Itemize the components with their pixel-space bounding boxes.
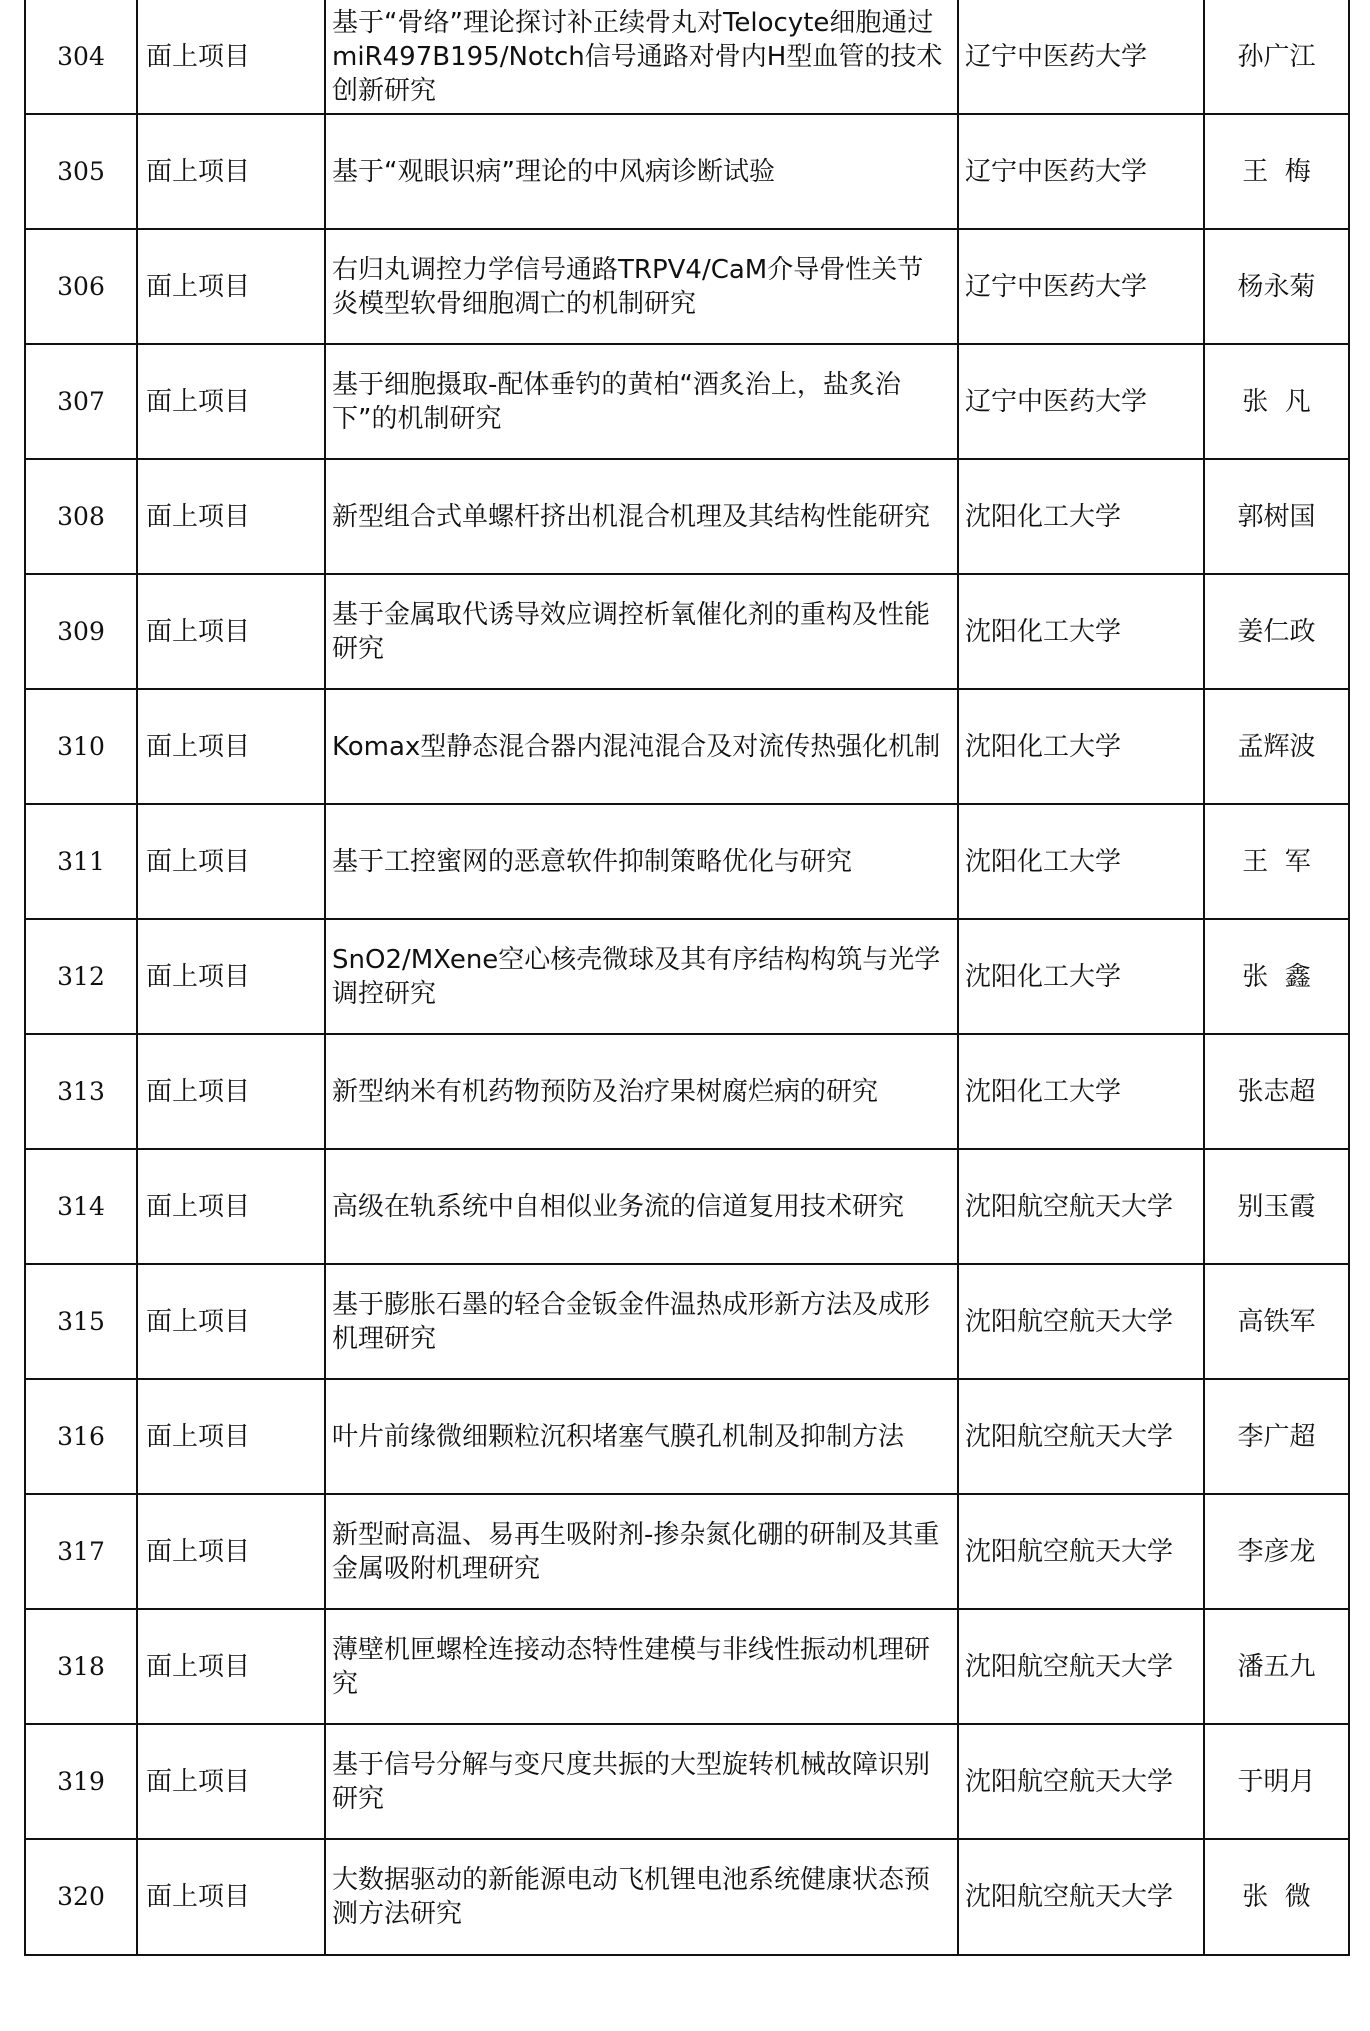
row-number: 316 [25,1379,137,1494]
project-category: 面上项目 [137,1494,325,1609]
institution-name: 辽宁中医药大学 [958,344,1204,459]
project-title: 基于细胞摄取-配体垂钓的黄柏“酒炙治上，盐炙治下”的机制研究 [325,344,958,459]
principal-investigator: 高铁军 [1204,1264,1349,1379]
row-number: 308 [25,459,137,574]
row-number: 313 [25,1034,137,1149]
project-category: 面上项目 [137,0,325,114]
principal-investigator: 孟辉波 [1204,689,1349,804]
row-number: 318 [25,1609,137,1724]
institution-name: 沈阳航空航天大学 [958,1494,1204,1609]
row-number: 304 [25,0,137,114]
row-number: 315 [25,1264,137,1379]
row-number: 317 [25,1494,137,1609]
project-title: 新型耐高温、易再生吸附剂-掺杂氮化硼的研制及其重金属吸附机理研究 [325,1494,958,1609]
project-category: 面上项目 [137,1034,325,1149]
project-title: 高级在轨系统中自相似业务流的信道复用技术研究 [325,1149,958,1264]
institution-name: 沈阳化工大学 [958,1034,1204,1149]
project-category: 面上项目 [137,1839,325,1955]
institution-name: 沈阳航空航天大学 [958,1379,1204,1494]
row-number: 311 [25,804,137,919]
row-number: 306 [25,229,137,344]
principal-investigator: 王 梅 [1204,114,1349,229]
institution-name: 沈阳航空航天大学 [958,1724,1204,1839]
project-title: SnO2/MXene空心核壳微球及其有序结构构筑与光学调控研究 [325,919,958,1034]
principal-investigator: 张 鑫 [1204,919,1349,1034]
project-category: 面上项目 [137,344,325,459]
principal-investigator: 张 微 [1204,1839,1349,1955]
institution-name: 沈阳航空航天大学 [958,1839,1204,1955]
table-row [25,1379,1349,1494]
table-row [25,229,1349,344]
table-row [25,804,1349,919]
institution-name: 沈阳化工大学 [958,804,1204,919]
project-title: Komax型静态混合器内混沌混合及对流传热强化机制 [325,689,958,804]
institution-name: 辽宁中医药大学 [958,0,1204,114]
principal-investigator: 潘五九 [1204,1609,1349,1724]
institution-name: 辽宁中医药大学 [958,114,1204,229]
project-category: 面上项目 [137,574,325,689]
principal-investigator: 张志超 [1204,1034,1349,1149]
principal-investigator: 别玉霞 [1204,1149,1349,1264]
table-row [25,574,1349,689]
row-number: 309 [25,574,137,689]
project-title: 薄壁机匣螺栓连接动态特性建模与非线性振动机理研究 [325,1609,958,1724]
project-title: 基于信号分解与变尺度共振的大型旋转机械故障识别研究 [325,1724,958,1839]
project-title: 大数据驱动的新能源电动飞机锂电池系统健康状态预测方法研究 [325,1839,958,1955]
project-table [24,0,1350,1956]
project-category: 面上项目 [137,1264,325,1379]
principal-investigator: 于明月 [1204,1724,1349,1839]
institution-name: 沈阳航空航天大学 [958,1609,1204,1724]
project-category: 面上项目 [137,114,325,229]
project-category: 面上项目 [137,919,325,1034]
principal-investigator: 张 凡 [1204,344,1349,459]
row-number: 312 [25,919,137,1034]
table-row [25,1609,1349,1724]
table-row [25,689,1349,804]
principal-investigator: 李彦龙 [1204,1494,1349,1609]
project-title: 新型纳米有机药物预防及治疗果树腐烂病的研究 [325,1034,958,1149]
principal-investigator: 李广超 [1204,1379,1349,1494]
table-row [25,1839,1349,1955]
project-category: 面上项目 [137,459,325,574]
project-title: 叶片前缘微细颗粒沉积堵塞气膜孔机制及抑制方法 [325,1379,958,1494]
institution-name: 沈阳化工大学 [958,689,1204,804]
project-category: 面上项目 [137,1724,325,1839]
principal-investigator: 杨永菊 [1204,229,1349,344]
institution-name: 辽宁中医药大学 [958,229,1204,344]
principal-investigator: 王 军 [1204,804,1349,919]
table-row [25,1724,1349,1839]
project-title: 基于“骨络”理论探讨补正续骨丸对Telocyte细胞通过miR497B195/Notch信号通路对骨内H型血管的技术创新研究 [325,0,958,114]
table-row [25,1264,1349,1379]
row-number: 319 [25,1724,137,1839]
row-number: 307 [25,344,137,459]
institution-name: 沈阳化工大学 [958,459,1204,574]
principal-investigator: 郭树国 [1204,459,1349,574]
principal-investigator: 姜仁政 [1204,574,1349,689]
project-category: 面上项目 [137,229,325,344]
row-number: 305 [25,114,137,229]
table-row [25,1494,1349,1609]
project-title: 新型组合式单螺杆挤出机混合机理及其结构性能研究 [325,459,958,574]
project-category: 面上项目 [137,1379,325,1494]
table-row [25,344,1349,459]
table-row [25,114,1349,229]
project-title: 基于“观眼识病”理论的中风病诊断试验 [325,114,958,229]
project-title: 右归丸调控力学信号通路TRPV4/CaM介导骨性关节炎模型软骨细胞凋亡的机制研究 [325,229,958,344]
institution-name: 沈阳航空航天大学 [958,1149,1204,1264]
row-number: 320 [25,1839,137,1955]
project-title: 基于工控蜜网的恶意软件抑制策略优化与研究 [325,804,958,919]
table-row [25,1034,1349,1149]
project-category: 面上项目 [137,1609,325,1724]
row-number: 310 [25,689,137,804]
row-number: 314 [25,1149,137,1264]
principal-investigator: 孙广江 [1204,0,1349,114]
table-row [25,1149,1349,1264]
institution-name: 沈阳化工大学 [958,574,1204,689]
institution-name: 沈阳航空航天大学 [958,1264,1204,1379]
project-title: 基于金属取代诱导效应调控析氧催化剂的重构及性能研究 [325,574,958,689]
project-table-body [25,0,1349,1955]
project-category: 面上项目 [137,1149,325,1264]
project-title: 基于膨胀石墨的轻合金钣金件温热成形新方法及成形机理研究 [325,1264,958,1379]
project-category: 面上项目 [137,689,325,804]
table-row [25,919,1349,1034]
institution-name: 沈阳化工大学 [958,919,1204,1034]
table-row [25,459,1349,574]
table-row [25,0,1349,114]
project-category: 面上项目 [137,804,325,919]
